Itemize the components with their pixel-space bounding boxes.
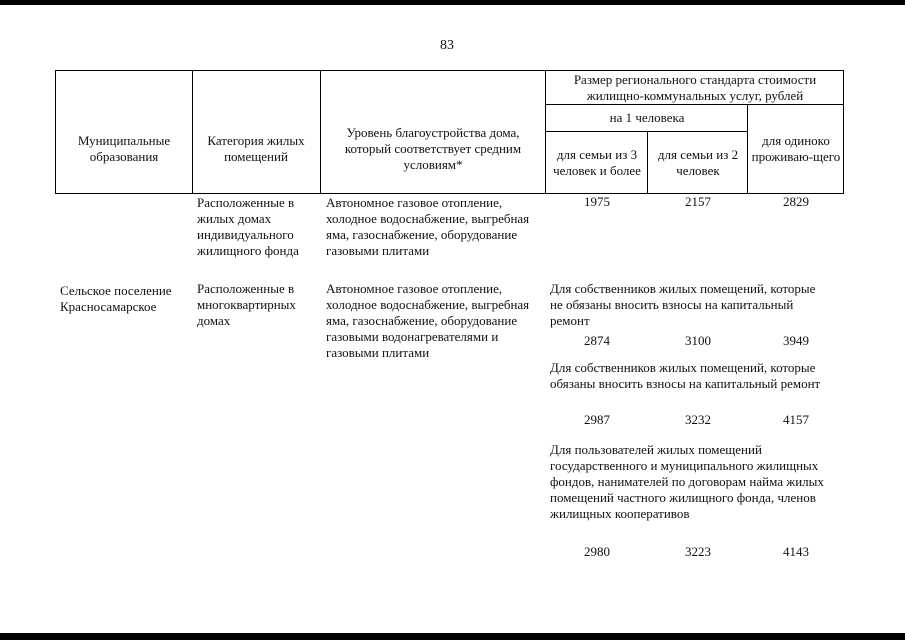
group1-value-family-3plus: 2874 bbox=[584, 333, 610, 348]
scan-edge-top bbox=[0, 0, 905, 5]
header-per-person: на 1 человека bbox=[609, 110, 685, 125]
group3-note: Для пользователей жилых помещений государственного и муниципального жилищных фондов, нанимателей по договорам найма жилых помещений частного жилищного фонда, членов жилищных кооперативов bbox=[550, 442, 824, 521]
row2-level: Автономное газовое отопление, холодное водоснабжение, выгребная яма, газоснабжение, оборудование газовыми водонагревателями и газовыми плитами bbox=[326, 281, 530, 360]
row1-value-single: 2829 bbox=[783, 194, 809, 209]
group2-value-family-2: 3232 bbox=[685, 412, 711, 427]
header-municipality: Муниципальные образования bbox=[77, 133, 171, 164]
group1-value-family-2: 3100 bbox=[685, 333, 711, 348]
header-standard-size: Размер регионального стандарта стоимости жилищно-коммунальных услуг, рублей bbox=[573, 71, 817, 103]
header-level: Уровень благоустройства дома, который соответствует средним условиям* bbox=[344, 125, 522, 172]
page-number: 83 bbox=[440, 38, 454, 53]
group2-value-family-3plus: 2987 bbox=[584, 412, 610, 427]
header-single: для одиноко проживаю-щего bbox=[751, 133, 841, 164]
group3-value-single: 4143 bbox=[783, 544, 809, 559]
group3-value-family-3plus: 2980 bbox=[584, 544, 610, 559]
row1-category: Расположенные в жилых домах индивидуального жилищного фонда bbox=[197, 195, 299, 258]
header-category: Категория жилых помещений bbox=[207, 133, 305, 164]
group1-value-single: 3949 bbox=[783, 333, 809, 348]
row1-level: Автономное газовое отопление, холодное водоснабжение, выгребная яма, газоснабжение, оборудование газовыми плитами bbox=[326, 195, 530, 258]
group2-note: Для собственников жилых помещений, которые обязаны вносить взносы на капитальный ремонт bbox=[550, 360, 821, 391]
municipality-name: Сельское поселение Красносамарское bbox=[60, 283, 172, 314]
group2-value-single: 4157 bbox=[783, 412, 809, 427]
scan-edge-bottom bbox=[0, 633, 905, 640]
row1-value-family-3plus: 1975 bbox=[584, 194, 610, 209]
row2-category: Расположенные в многоквартирных домах bbox=[197, 281, 296, 328]
group1-note: Для собственников жилых помещений, которые не обязаны вносить взносы на капитальный ремонт bbox=[550, 281, 816, 328]
group3-value-family-2: 3223 bbox=[685, 544, 711, 559]
header-family-2: для семьи из 2 человек bbox=[657, 146, 739, 178]
header-family-3plus: для семьи из 3 человек и более bbox=[553, 146, 641, 178]
row1-value-family-2: 2157 bbox=[685, 194, 711, 209]
